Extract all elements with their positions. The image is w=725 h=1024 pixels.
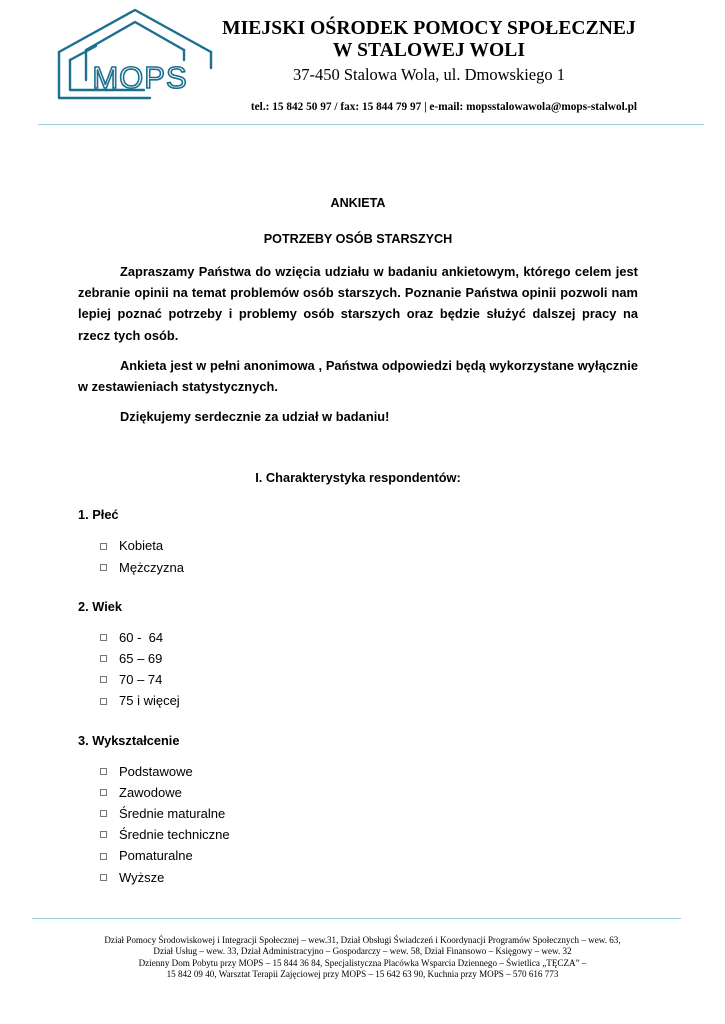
organization-header [214, 18, 644, 86]
checkbox[interactable] [100, 655, 107, 662]
option-item[interactable] [100, 782, 638, 803]
option-item[interactable] [100, 824, 638, 845]
footer-line: Dzienny Dom Pobytu przy MOPS – 15 844 36 84, Specjalistyczna Placówka Wsparcia Dziennego – Świetlica „TĘCZA” – [138, 957, 587, 968]
option-item[interactable] [100, 627, 638, 648]
option-item[interactable] [100, 761, 638, 782]
option-item[interactable] [100, 557, 638, 578]
option-label: Średnie techniczne [119, 827, 230, 843]
question-gender: 1. Płeć [78, 507, 119, 523]
checkbox[interactable] [100, 831, 107, 838]
survey-title: ANKIETA [330, 196, 386, 210]
checkbox[interactable] [100, 698, 107, 705]
option-item[interactable] [100, 669, 638, 690]
footer-line: Dział Usług – wew. 33, Dział Administracyjno – Gospodarczy – wew. 58, Dział Finansowo – Księgowy – wew. 32 [153, 946, 572, 957]
option-item[interactable] [100, 803, 638, 824]
option-item[interactable] [100, 535, 638, 556]
org-name-line1: MIEJSKI OŚRODEK POMOCY SPOŁECZNEJ [222, 18, 636, 39]
logo-text: MOPS [92, 60, 188, 95]
option-item[interactable] [100, 845, 638, 866]
option-item[interactable] [100, 690, 638, 711]
anonymity-paragraph: Ankieta jest w pełni anonimowa , Państwa odpowiedzi będą wykorzystane wyłącznie w zestawieniach statystycznych. [78, 357, 638, 395]
option-label: Zawodowe [119, 784, 182, 800]
gender-options [78, 535, 638, 577]
checkbox[interactable] [100, 564, 107, 571]
option-label: 65 – 69 [119, 651, 163, 667]
option-label: 70 – 74 [119, 672, 163, 688]
option-label: Podstawowe [119, 763, 193, 779]
checkbox[interactable] [100, 874, 107, 881]
checkbox[interactable] [100, 789, 107, 796]
option-label: Pomaturalne [119, 848, 193, 864]
mops-logo [56, 8, 214, 104]
option-label: 60 - 64 [119, 629, 164, 645]
checkbox[interactable] [100, 634, 107, 641]
footer-line: 15 842 09 40, Warsztat Terapii Zajęciowej przy MOPS – 15 642 63 90, Kuchnia przy MOPS – 570 616 773 [166, 969, 559, 980]
footer [40, 935, 685, 981]
footer-line: Dział Pomocy Środowiskowej i Integracji Społecznej – wew.31, Dział Obsługi Świadczeń i Koordynacji Programów Społecznych – wew. 63, [104, 935, 621, 945]
option-label: 75 i więcej [119, 693, 180, 709]
option-label: Wyższe [119, 869, 165, 885]
thanks-paragraph: Dziękujemy serdecznie za udział w badaniu! [120, 409, 390, 425]
option-label: Średnie maturalne [119, 806, 226, 822]
org-name-line2: W STALOWEJ WOLI [332, 40, 526, 61]
checkbox[interactable] [100, 543, 107, 550]
question-age: 2. Wiek [78, 598, 122, 614]
question-education: 3. Wykształcenie [78, 732, 180, 748]
intro-paragraph: Zapraszamy Państwa do wzięcia udziału w badaniu ankietowym, którego celem jest zebranie opinii na temat problemów osób starszych. Poznanie Państwa opinii pozwoli nam lepiej poznać potrzeby i problemy osób starszych oraz będzie służyć dalszej pracy na rzecz tych osób. [78, 264, 638, 343]
survey-body [78, 196, 638, 888]
checkbox[interactable] [100, 676, 107, 683]
age-options [78, 627, 638, 712]
checkbox[interactable] [100, 853, 107, 860]
contact-line: tel.: 15 842 50 97 / fax: 15 844 79 97 | e-mail: mopsstalowawola@mops-stalwol.pl [250, 101, 637, 113]
footer-divider [32, 918, 681, 919]
org-address: 37-450 Stalowa Wola, ul. Dmowskiego 1 [293, 65, 565, 84]
checkbox[interactable] [100, 768, 107, 775]
header-divider [38, 124, 704, 125]
option-item[interactable] [100, 867, 638, 888]
survey-subtitle: POTRZEBY OSÓB STARSZYCH [263, 232, 453, 246]
education-options [78, 761, 638, 888]
checkbox[interactable] [100, 810, 107, 817]
option-label: Kobieta [119, 538, 164, 554]
section-heading: I. Charakterystyka respondentów: [255, 470, 461, 486]
option-item[interactable] [100, 648, 638, 669]
option-label: Mężczyzna [119, 559, 185, 575]
